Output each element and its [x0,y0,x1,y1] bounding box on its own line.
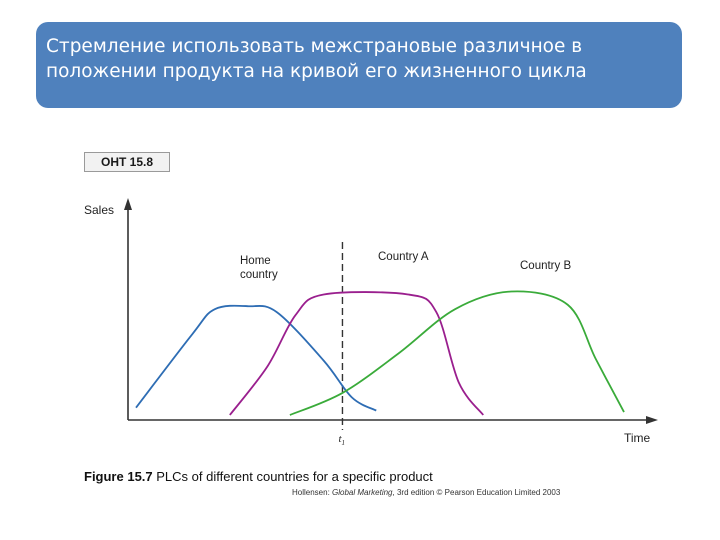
figure-caption [84,469,433,484]
t1-label-main: t [338,433,342,445]
oht-badge: OHT 15.8 [84,152,170,172]
x-axis-arrow [646,416,658,424]
legend-home-line1: Home [240,255,271,267]
legend-home-country [240,255,278,281]
legend-home-line2: country [240,269,278,281]
series-line-country-a [230,292,483,415]
legend-country-a: Country A [378,251,429,263]
series-line-country-b [290,291,624,415]
title-line-1: Стремление использовать межстрановые различное в [46,36,583,57]
figure-label: Figure 15.7 [84,469,153,484]
x-axis-label: Time [624,431,651,445]
source-book: Global Marketing [332,488,393,497]
t1-label-subscript: 1 [341,439,346,447]
y-axis-label: Sales [84,203,115,217]
source-rest: , 3rd edition © Pearson Education Limited 2003 [392,488,561,497]
y-axis-arrow [124,198,132,210]
figure-caption-text: PLCs of different countries for a specific product [156,469,433,484]
title-line-2: положении продукта на кривой его жизненного цикла [46,61,587,82]
source-author: Hollensen: [292,488,333,497]
series-group [136,291,624,415]
source-credit [292,488,560,497]
legend-country-b: Country B [520,260,572,272]
t1-label [338,433,345,447]
